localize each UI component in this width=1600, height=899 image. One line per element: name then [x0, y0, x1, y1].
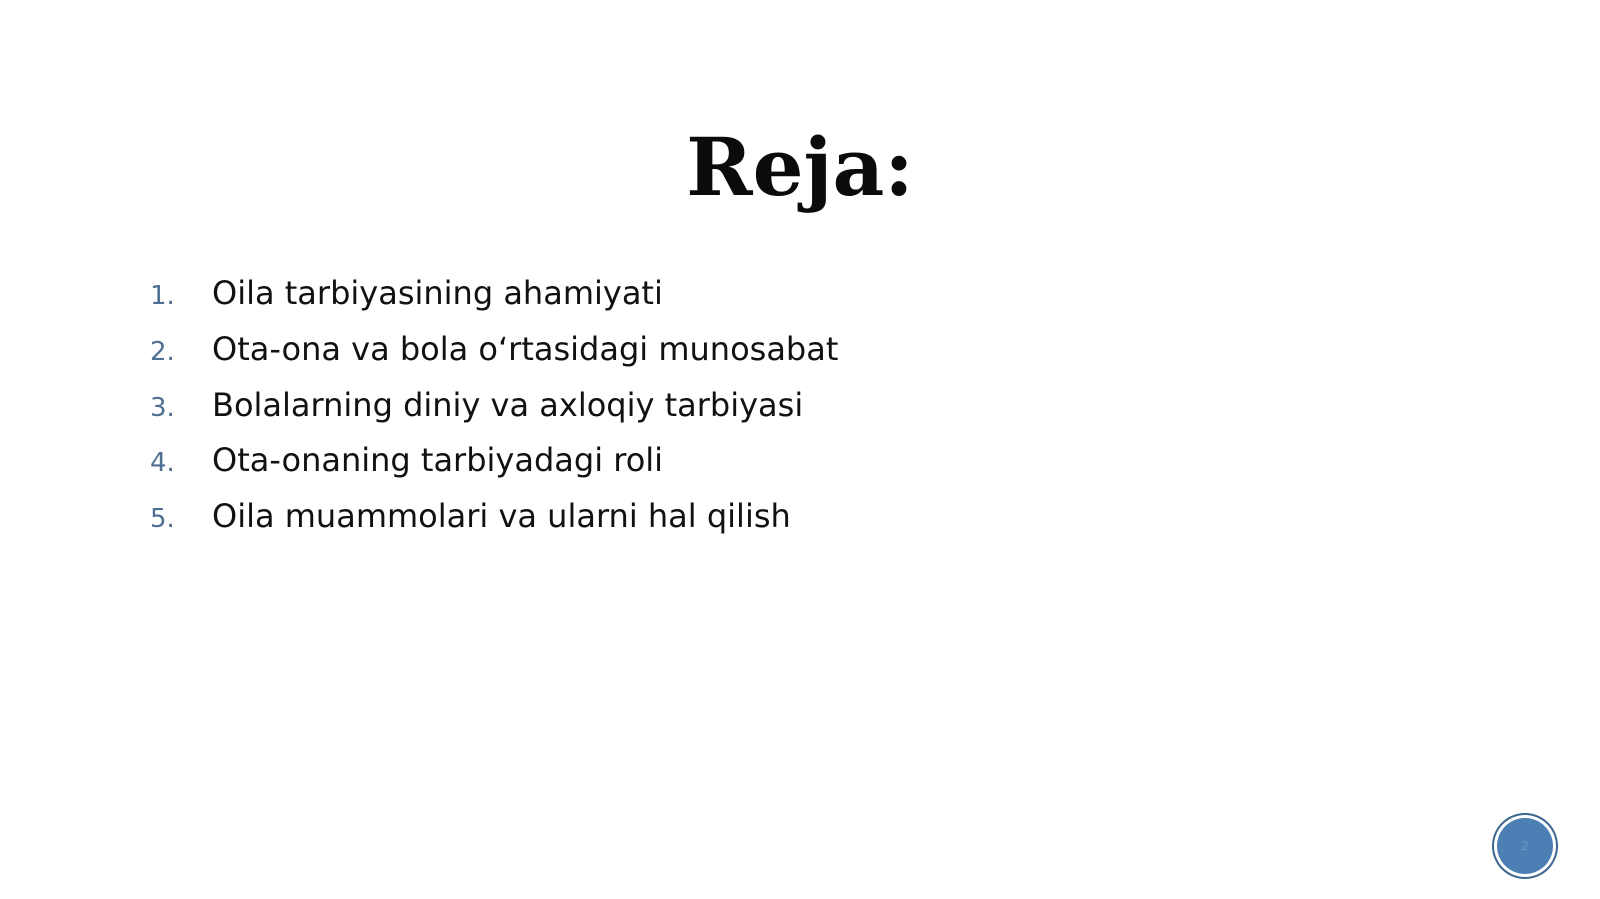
agenda-list — [150, 274, 1150, 553]
slide-title: Reja: — [686, 120, 914, 214]
list-item-text: Bolalarning diniy va axloqiy tarbiyasi — [212, 385, 804, 424]
list-item-number: 4. — [150, 448, 175, 479]
list-item — [150, 330, 1150, 386]
list-item-number: 2. — [150, 336, 175, 367]
list-item-text: Ota-ona va bola o‘rtasidagi munosabat — [212, 329, 839, 368]
list-item-text: Oila tarbiyasining ahamiyati — [212, 274, 663, 312]
list-item — [150, 497, 1150, 553]
list-item — [150, 441, 1150, 497]
list-item-number: 1. — [150, 281, 175, 311]
list-item-text: Ota-onaning tarbiyadagi roli — [212, 441, 664, 480]
list-item-number: 5. — [150, 504, 175, 535]
slide-number-badge — [1497, 818, 1553, 874]
list-item — [150, 274, 1150, 330]
list-item — [150, 386, 1150, 442]
list-item-number: 3. — [150, 392, 175, 423]
list-item-text: Oila muammolari va ularni hal qilish — [212, 497, 791, 536]
slide-number-text: 2 — [1521, 839, 1529, 853]
